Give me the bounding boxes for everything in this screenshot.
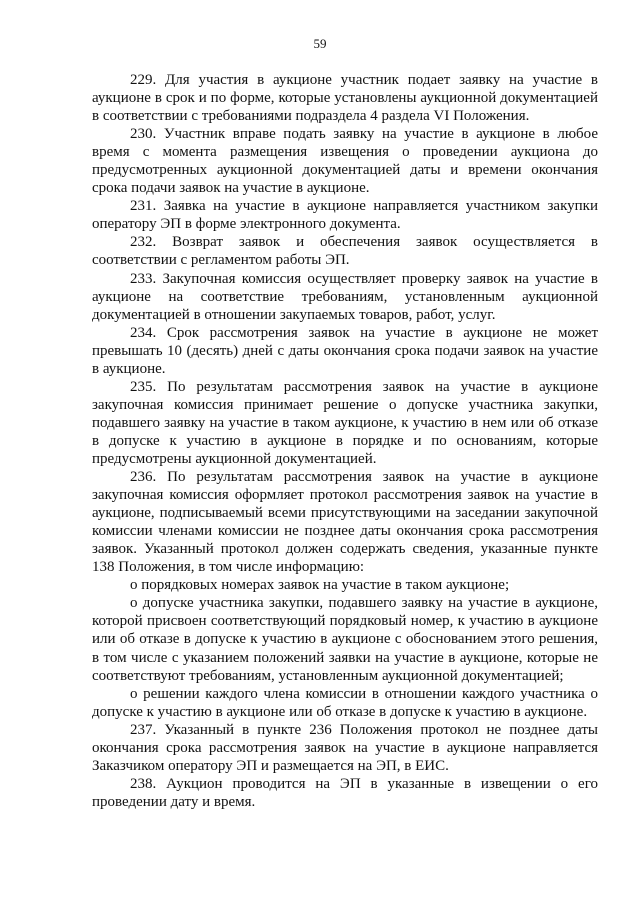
list-item-admission: о допуске участника закупки, подавшего заявку на участие в аукционе, которой присвоен соответствующий порядковый номер, к участию в аукционе или об отказе в допуске к участию в аукционе с обоснованием этого решения, в том числе с указанием положений заявки на участие в аукционе, которые не соответствуют требованиям, установленным аукционной документацией; <box>92 595 598 684</box>
paragraph-232: 232. Возврат заявок и обеспечения заявок осуществляется в соответствии с регламентом работы ЭП. <box>92 234 598 269</box>
document-body <box>92 71 598 811</box>
paragraph-230: 230. Участник вправе подать заявку на участие в аукционе в любое время с момента размещения извещения о проведении аукциона до предусмотренных аукционной документацией даты и времени окончания срока подачи заявок на участие в аукционе. <box>92 126 598 197</box>
paragraph-229: 229. Для участия в аукционе участник подает заявку на участие в аукционе в срок и по форме, которые установлены аукционной документацией в соответствии с требованиями подраздела 4 раздела VI Положения. <box>92 72 598 125</box>
paragraph-237: 237. Указанный в пункте 236 Положения протокол не позднее даты окончания срока рассмотрения заявок на участие в аукционе направляется Заказчиком оператору ЭП и размещается на ЭП, в ЕИС. <box>92 721 598 774</box>
paragraph-234: 234. Срок рассмотрения заявок на участие в аукционе не может превышать 10 (десять) дней с даты окончания срока подачи заявок на участие в аукционе. <box>92 324 598 377</box>
list-item-order-numbers: о порядковых номерах заявок на участие в таком аукционе; <box>130 577 510 594</box>
page-number: 59 <box>313 36 327 51</box>
paragraph-233: 233. Закупочная комиссия осуществляет проверку заявок на участие в аукционе на соответствие требованиям, установленным аукционной документацией в отношении закупаемых товаров, работ, услуг. <box>92 270 598 323</box>
paragraph-238: 238. Аукцион проводится на ЭП в указанные в извещении о его проведении дату и время. <box>92 775 598 810</box>
paragraph-231: 231. Заявка на участие в аукционе направляется участником закупки оператору ЭП в форме электронного документа. <box>92 198 598 233</box>
list-item-member-decision: о решении каждого члена комиссии в отношении каждого участника о допуске к участию в аукционе или об отказе в допуске к участию в аукционе. <box>92 685 598 720</box>
paragraph-235: 235. По результатам рассмотрения заявок на участие в аукционе закупочная комиссия принимает решение о допуске участника закупки, подавшего заявку на участие в таком аукционе, к участию в нем или об отказе в допуске к участию в аукционе в порядке и по основаниям, которые предусмотрены аукционной документацией. <box>92 378 598 467</box>
paragraph-236: 236. По результатам рассмотрения заявок на участие в аукционе закупочная комиссия оформляет протокол рассмотрения заявок на участие в аукционе, подписываемый всеми присутствующими на заседании закупочной комиссии членами комиссии не позднее даты окончания срока рассмотрения заявок. Указанный протокол должен содержать сведения, указанные пункте 138 Положения, в том числе информацию: <box>92 469 598 576</box>
